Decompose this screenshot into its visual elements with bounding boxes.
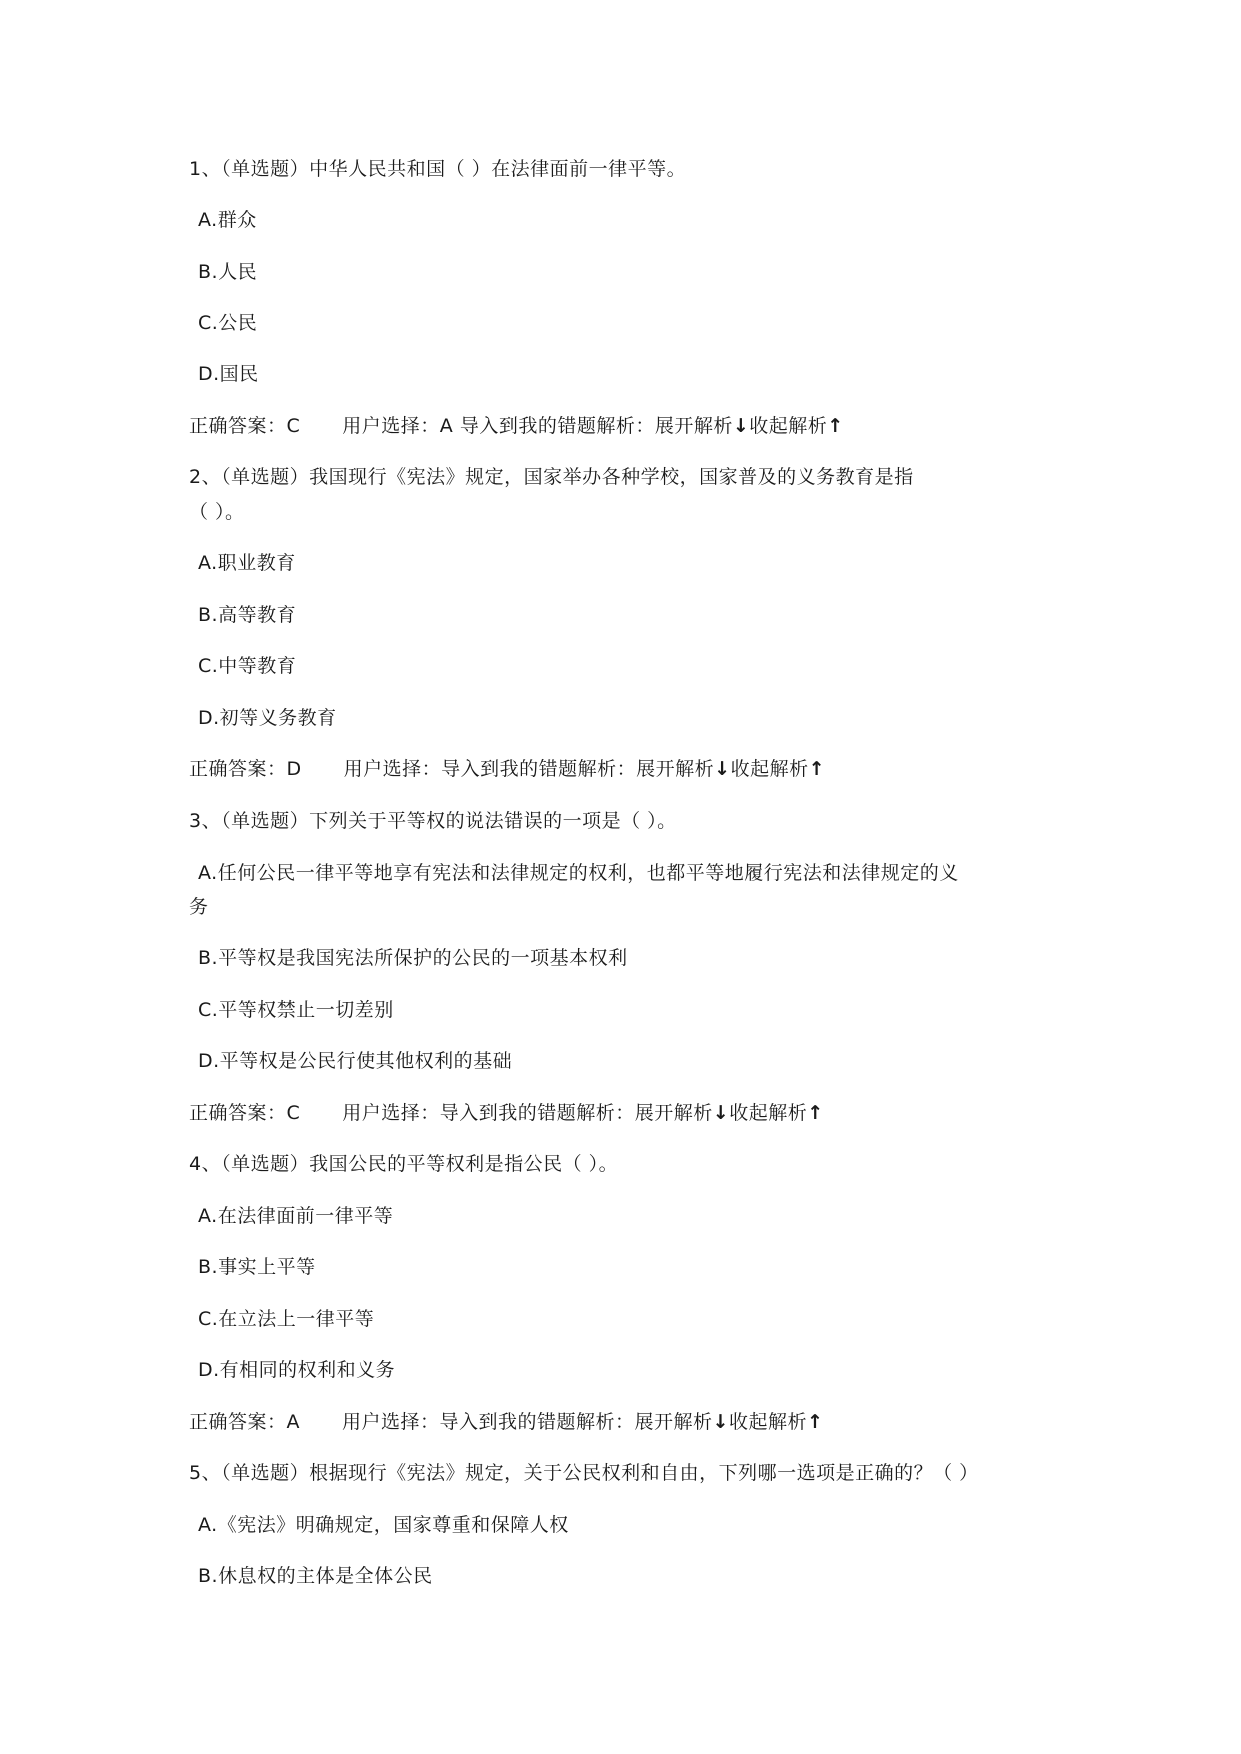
user-choice: 用户选择：导入到我的错题解析：展开解析 bbox=[342, 1102, 713, 1124]
collapse-arrow-up-icon[interactable]: ↑ bbox=[827, 415, 844, 437]
question-4-answer-row bbox=[189, 1406, 823, 1438]
collapse-analysis-link[interactable]: 收起解析 bbox=[730, 758, 809, 780]
question-1-option-a: A.群众 bbox=[198, 209, 257, 231]
question-3-answer-row bbox=[189, 1097, 824, 1129]
question-2-option-d: D.初等义务教育 bbox=[198, 707, 337, 729]
collapse-arrow-up-icon[interactable]: ↑ bbox=[806, 1411, 824, 1433]
question-2-title-line-1: 2、（单选题）我国现行《宪法》规定，国家举办各种学校，国家普及的义务教育是指 bbox=[189, 466, 914, 488]
question-1-option-d: D.国民 bbox=[198, 363, 259, 385]
question-2-title-line-2: （ ）。 bbox=[189, 501, 245, 523]
question-3-option-a-line-1: A.任何公民一律平等地享有宪法和法律规定的权利，也都平等地履行宪法和法律规定的义 bbox=[198, 862, 959, 884]
question-3-title: 3、（单选题）下列关于平等权的说法错误的一项是（ ）。 bbox=[189, 810, 677, 832]
question-1-option-c: C.公民 bbox=[198, 312, 258, 334]
question-4-title: 4、（单选题）我国公民的平等权利是指公民（ ）。 bbox=[189, 1153, 619, 1175]
question-2-option-a: A.职业教育 bbox=[198, 552, 296, 574]
question-1-answer-row bbox=[189, 410, 844, 442]
user-choice: 用户选择：导入到我的错题解析：展开解析 bbox=[342, 1411, 713, 1433]
expand-arrow-down-icon[interactable]: ↓ bbox=[732, 415, 750, 437]
correct-answer: 正确答案：C bbox=[189, 415, 301, 437]
correct-answer: 正确答案：D bbox=[189, 758, 302, 780]
question-3-option-b: B.平等权是我国宪法所保护的公民的一项基本权利 bbox=[198, 947, 628, 969]
question-4-option-b: B.事实上平等 bbox=[198, 1256, 316, 1278]
collapse-arrow-up-icon[interactable]: ↑ bbox=[808, 758, 826, 780]
correct-answer: 正确答案：C bbox=[189, 1102, 301, 1124]
question-3-option-c: C.平等权禁止一切差别 bbox=[198, 999, 394, 1021]
expand-arrow-down-icon[interactable]: ↓ bbox=[712, 1102, 730, 1124]
collapse-arrow-up-icon[interactable]: ↑ bbox=[807, 1102, 824, 1124]
question-5-option-a: A.《宪法》明确规定，国家尊重和保障人权 bbox=[198, 1514, 569, 1536]
question-3-option-d: D.平等权是公民行使其他权利的基础 bbox=[198, 1050, 513, 1072]
question-5-title: 5、（单选题）根据现行《宪法》规定，关于公民权利和自由，下列哪一选项是正确的？（ ） bbox=[189, 1462, 979, 1484]
question-1-title: 1、（单选题）中华人民共和国（ ）在法律面前一律平等。 bbox=[189, 158, 687, 180]
user-choice: 用户选择：导入到我的错题解析：展开解析 bbox=[343, 758, 715, 780]
collapse-analysis-link[interactable]: 收起解析 bbox=[749, 415, 828, 437]
collapse-analysis-link[interactable]: 收起解析 bbox=[729, 1102, 808, 1124]
question-4-option-d: D.有相同的权利和义务 bbox=[198, 1359, 396, 1381]
question-2-option-c: C.中等教育 bbox=[198, 655, 297, 677]
question-4-option-a: A.在法律面前一律平等 bbox=[198, 1205, 394, 1227]
collapse-analysis-link[interactable]: 收起解析 bbox=[728, 1411, 807, 1433]
user-choice: 用户选择：A 导入到我的错题解析：展开解析 bbox=[342, 415, 733, 437]
question-5-option-b: B.休息权的主体是全体公民 bbox=[198, 1565, 433, 1587]
question-3-option-a-line-2: 务 bbox=[189, 896, 209, 918]
expand-arrow-down-icon[interactable]: ↓ bbox=[714, 758, 731, 780]
question-1-option-b: B.人民 bbox=[198, 261, 258, 283]
expand-arrow-down-icon[interactable]: ↓ bbox=[712, 1411, 729, 1433]
correct-answer: 正确答案：A bbox=[189, 1411, 300, 1433]
question-2-answer-row bbox=[189, 753, 825, 785]
question-2-option-b: B.高等教育 bbox=[198, 604, 297, 626]
question-4-option-c: C.在立法上一律平等 bbox=[198, 1308, 375, 1330]
